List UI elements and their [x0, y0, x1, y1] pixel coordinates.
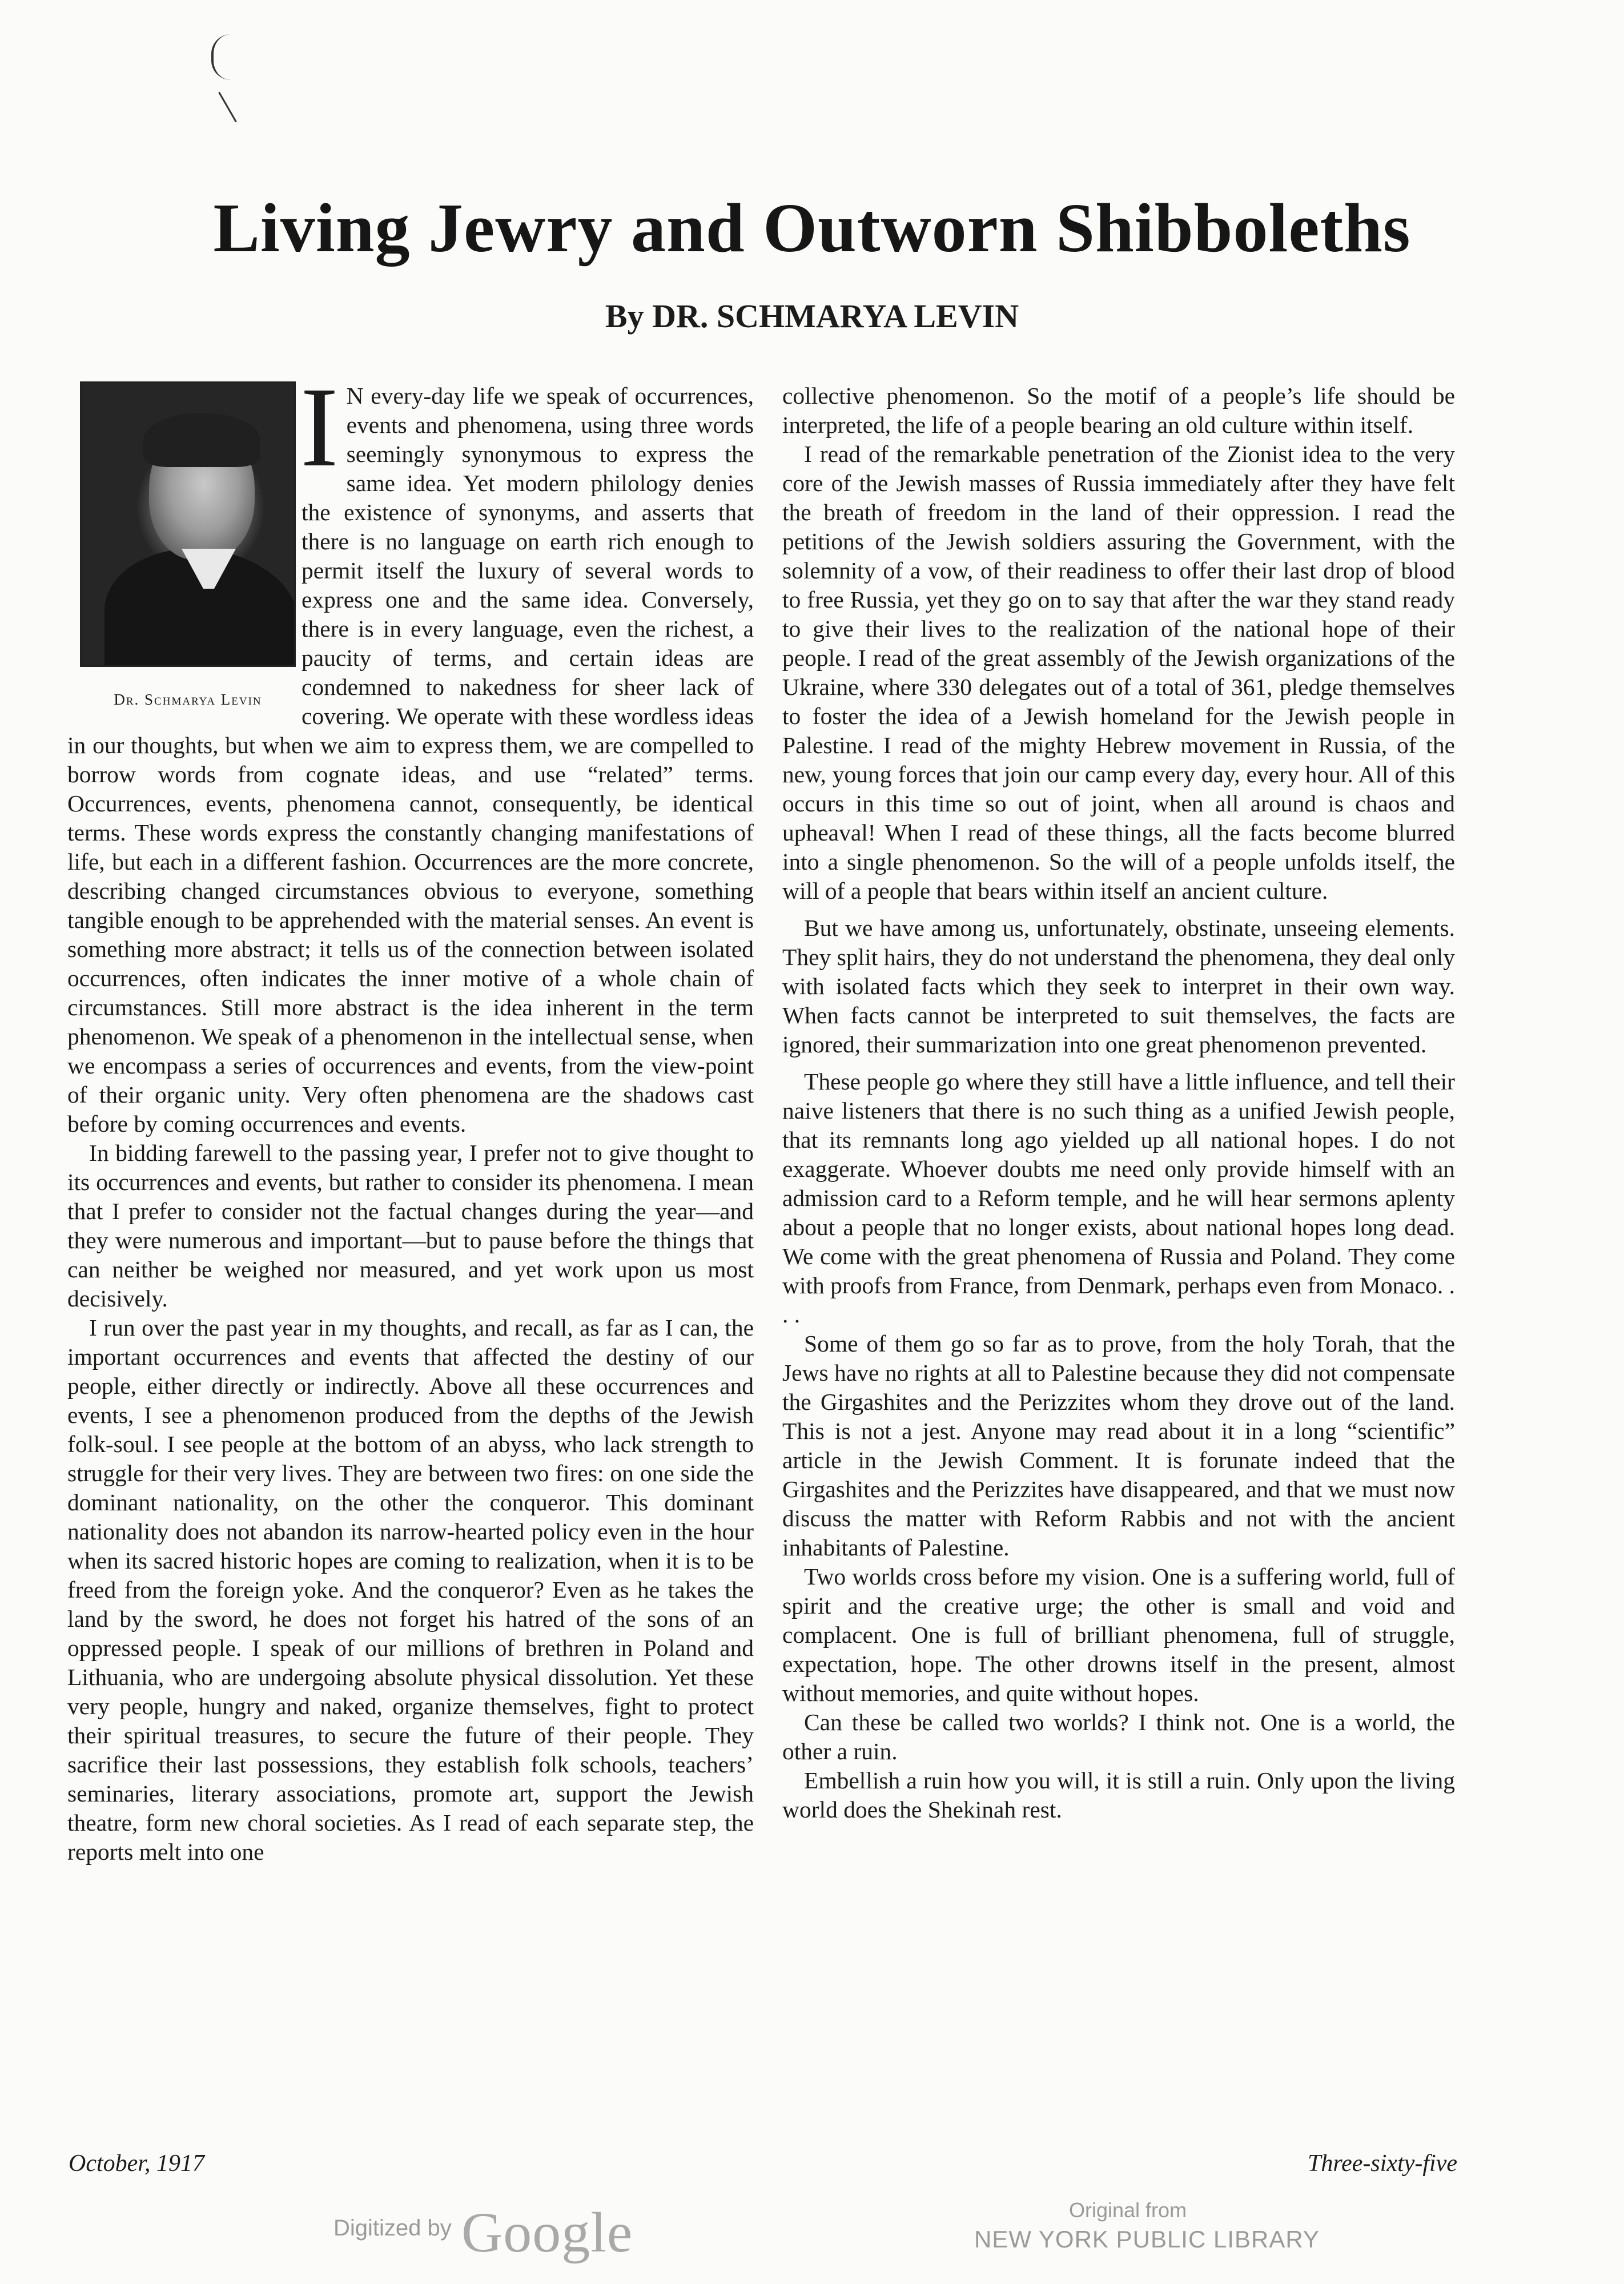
paragraph: I read of the remarkable penetration of the Zionist idea to the very core of the Jewish masses of Russia immediately after they have felt the breath of freedom in the land of their oppression. I read the petitions of the Jewish soldiers assuring the Government, with the solemnity of a vow, of their readiness to offer their last drop of blood to free Russia, yet they go on to say that after the war they stand ready to give their lives to the realization of the national hope of their people. I read of the great assembly of the Jewish organizations of the Ukraine, where 330 delegates out of a total of 361, pledge themselves to foster the idea of a Jewish homeland for the Jewish people in Palestine. I read of the mighty Hebrew movement in Russia, of the new, young forces that join our camp every day, every hour. All of this occurs in this time so out of joint, when all around is chaos and upheaval! When I read of these things, all the facts become blurred into a single phenomenon. So the will of a people unfolds itself, the will of a people that bears within itself an ancient culture.: [782, 441, 1455, 904]
paragraph: In bidding farewell to the passing year, I prefer not to give thought to its occurrences and events, but rather to consider its phenomena. I mean that I prefer to consider not the factual changes during the year—and they were numerous and important—but to pause before the things that can neither be weighed nor measured, and yet work upon us most decisively.: [67, 1140, 754, 1312]
issue-date: October, 1917: [69, 2150, 204, 2177]
library-name: NEW YORK PUBLIC LIBRARY: [974, 2226, 1320, 2253]
paragraph: I run over the past year in my thoughts, and recall, as far as I can, the important occurrences and events that affected the destiny of our people, either directly or indirectly. Above all these occurrences and events, I see a phenomenon produced from the depths of the Jewish folk-soul. I see people at the bottom of an abyss, who lack strength to struggle for their very lives. They are between two fires: on one side the dominant nationality, on the other the conqueror. This dominant nationality does not abandon its narrow-hearted policy even in the hour when its sacred historic hopes are coming to realization, when it is to be freed from the foreign yoke. And the conqueror? Even as he takes the land by the sword, he does not forget his hatred of the sons of an oppressed people. I speak of our millions of brethren in Poland and Lithuania, who are undergoing absolute physical dissolution. Yet these very people, hungry and naked, organize themselves, fight to protect their spiritual treasures, to secure the future of their people. They sacrifice their last possessions, they establish folk schools, teachers’ seminaries, literary associations, promote art, support the Jewish theatre, form new choral societies. As I read of each separate step, the reports melt into one: [67, 1314, 754, 1865]
paragraph: Can these be called two worlds? I think not. One is a world, the other a ruin.: [782, 1709, 1455, 1764]
paragraph: I N every-day life we speak of occurrences, events and phenomena, using three words seemingly synonymous to express the same idea. Yet modern philology denies the existence of synonyms, and asserts that there is no language on earth rich enough to permit itself the luxury of several words to express one and the same idea. Conversely, there is in every language, even the richest, a paucity of terms, and certain ideas are condemned to nakedness for sheer lack of covering. We operate with these wordless ideas in our thoughts, but when we aim to express them, we are compelled to borrow words from cognate ideas, and use “related” terms. Occurrences, events, phenomena cannot, consequently, be identical terms. These words express the constantly changing manifestations of life, but each in a different fashion. Occurrences are the more concrete, describing changed circumstances obvious to everyone, something tangible enough to be apprehended with the material senses. An event is something more abstract; it tells us of the connection between isolated occurrences, often indicates the inner motive of a whole chain of circumstances. Still more abstract is the idea inherent in the term phenomenon. We speak of a phenomenon in the intellectual sense, when we encompass a series of occurrences and events, from the view-point of their organic unity. Very often phenomena are the shadows cast before by coming occurrences and events.: [67, 364, 754, 1137]
portrait-caption: Dr. Schmarya Levin: [114, 691, 262, 708]
paragraph: Some of them go so far as to prove, from the holy Torah, that the Jews have no rights at all to Palestine because they did not compensate the Girgashites and the Perizzites whom they drove out of the land. This is not a jest. Anyone may read about it in a long “scientific” article in the Jewish Comment. It is forunate indeed that the Girgashites and the Perizzites have disappeared, and that we must now discuss the matter with Reform Rabbis and not with the ancient inhabitants of Palestine.: [782, 1330, 1455, 1561]
right-column: [782, 381, 1455, 1824]
article-byline: [0, 297, 1624, 335]
page-number: Three-sixty-five: [1308, 2150, 1457, 2177]
drop-cap: I: [300, 364, 339, 490]
portrait-spacer: [67, 381, 302, 723]
digitized-by-label: Digitized by: [333, 2215, 452, 2241]
paragraph: collective phenomenon. So the motif of a people’s life should be interpreted, the life of a people bearing an old culture within itself.: [782, 383, 1455, 438]
paragraph: These people go where they still have a little influence, and tell their naive listeners that there is no such thing as a unified Jewish people, that its remnants long ago yielded up all national hopes. I do not exaggerate. Whoever doubts me need only provide himself with an admission card to a Reform temple, and he will hear sermons aplenty about a people that no longer exists, about national hopes long dead. We come with the great phenomena of Russia and Poland. They come with proofs from France, from Denmark, perhaps even from Monaco. . . .: [782, 1068, 1455, 1328]
paragraph: Two worlds cross before my vision. One is a suffering world, full of spirit and the creative urge; the other is small and void and complacent. One is full of brilliant phenomena, full of struggle, expectation, hope. The other drowns itself in the present, almost without memories, and quite without hopes.: [782, 1563, 1455, 1706]
left-column: [67, 364, 754, 1867]
margin-pencil-mark: [211, 34, 231, 80]
margin-pencil-mark: [218, 83, 252, 122]
original-from-label: Original from: [1069, 2198, 1187, 2222]
paragraph: But we have among us, unfortunately, obstinate, unseeing elements. They split hairs, they do not understand the phenomena, they deal only with isolated facts which they seek to interpret in their own way. When facts cannot be interpreted to suit themselves, the facts are ignored, their summarization into one great phenomenon prevented.: [782, 915, 1455, 1057]
byline-prefix: By: [605, 297, 644, 335]
byline-author: DR. SCHMARYA LEVIN: [652, 297, 1019, 335]
paragraph: Embellish a ruin how you will, it is still a ruin. Only upon the living world does the Shekinah rest.: [782, 1767, 1455, 1823]
article-title: Living Jewry and Outworn Shibboleths: [213, 190, 1411, 267]
google-logo: Google: [461, 2201, 633, 2264]
